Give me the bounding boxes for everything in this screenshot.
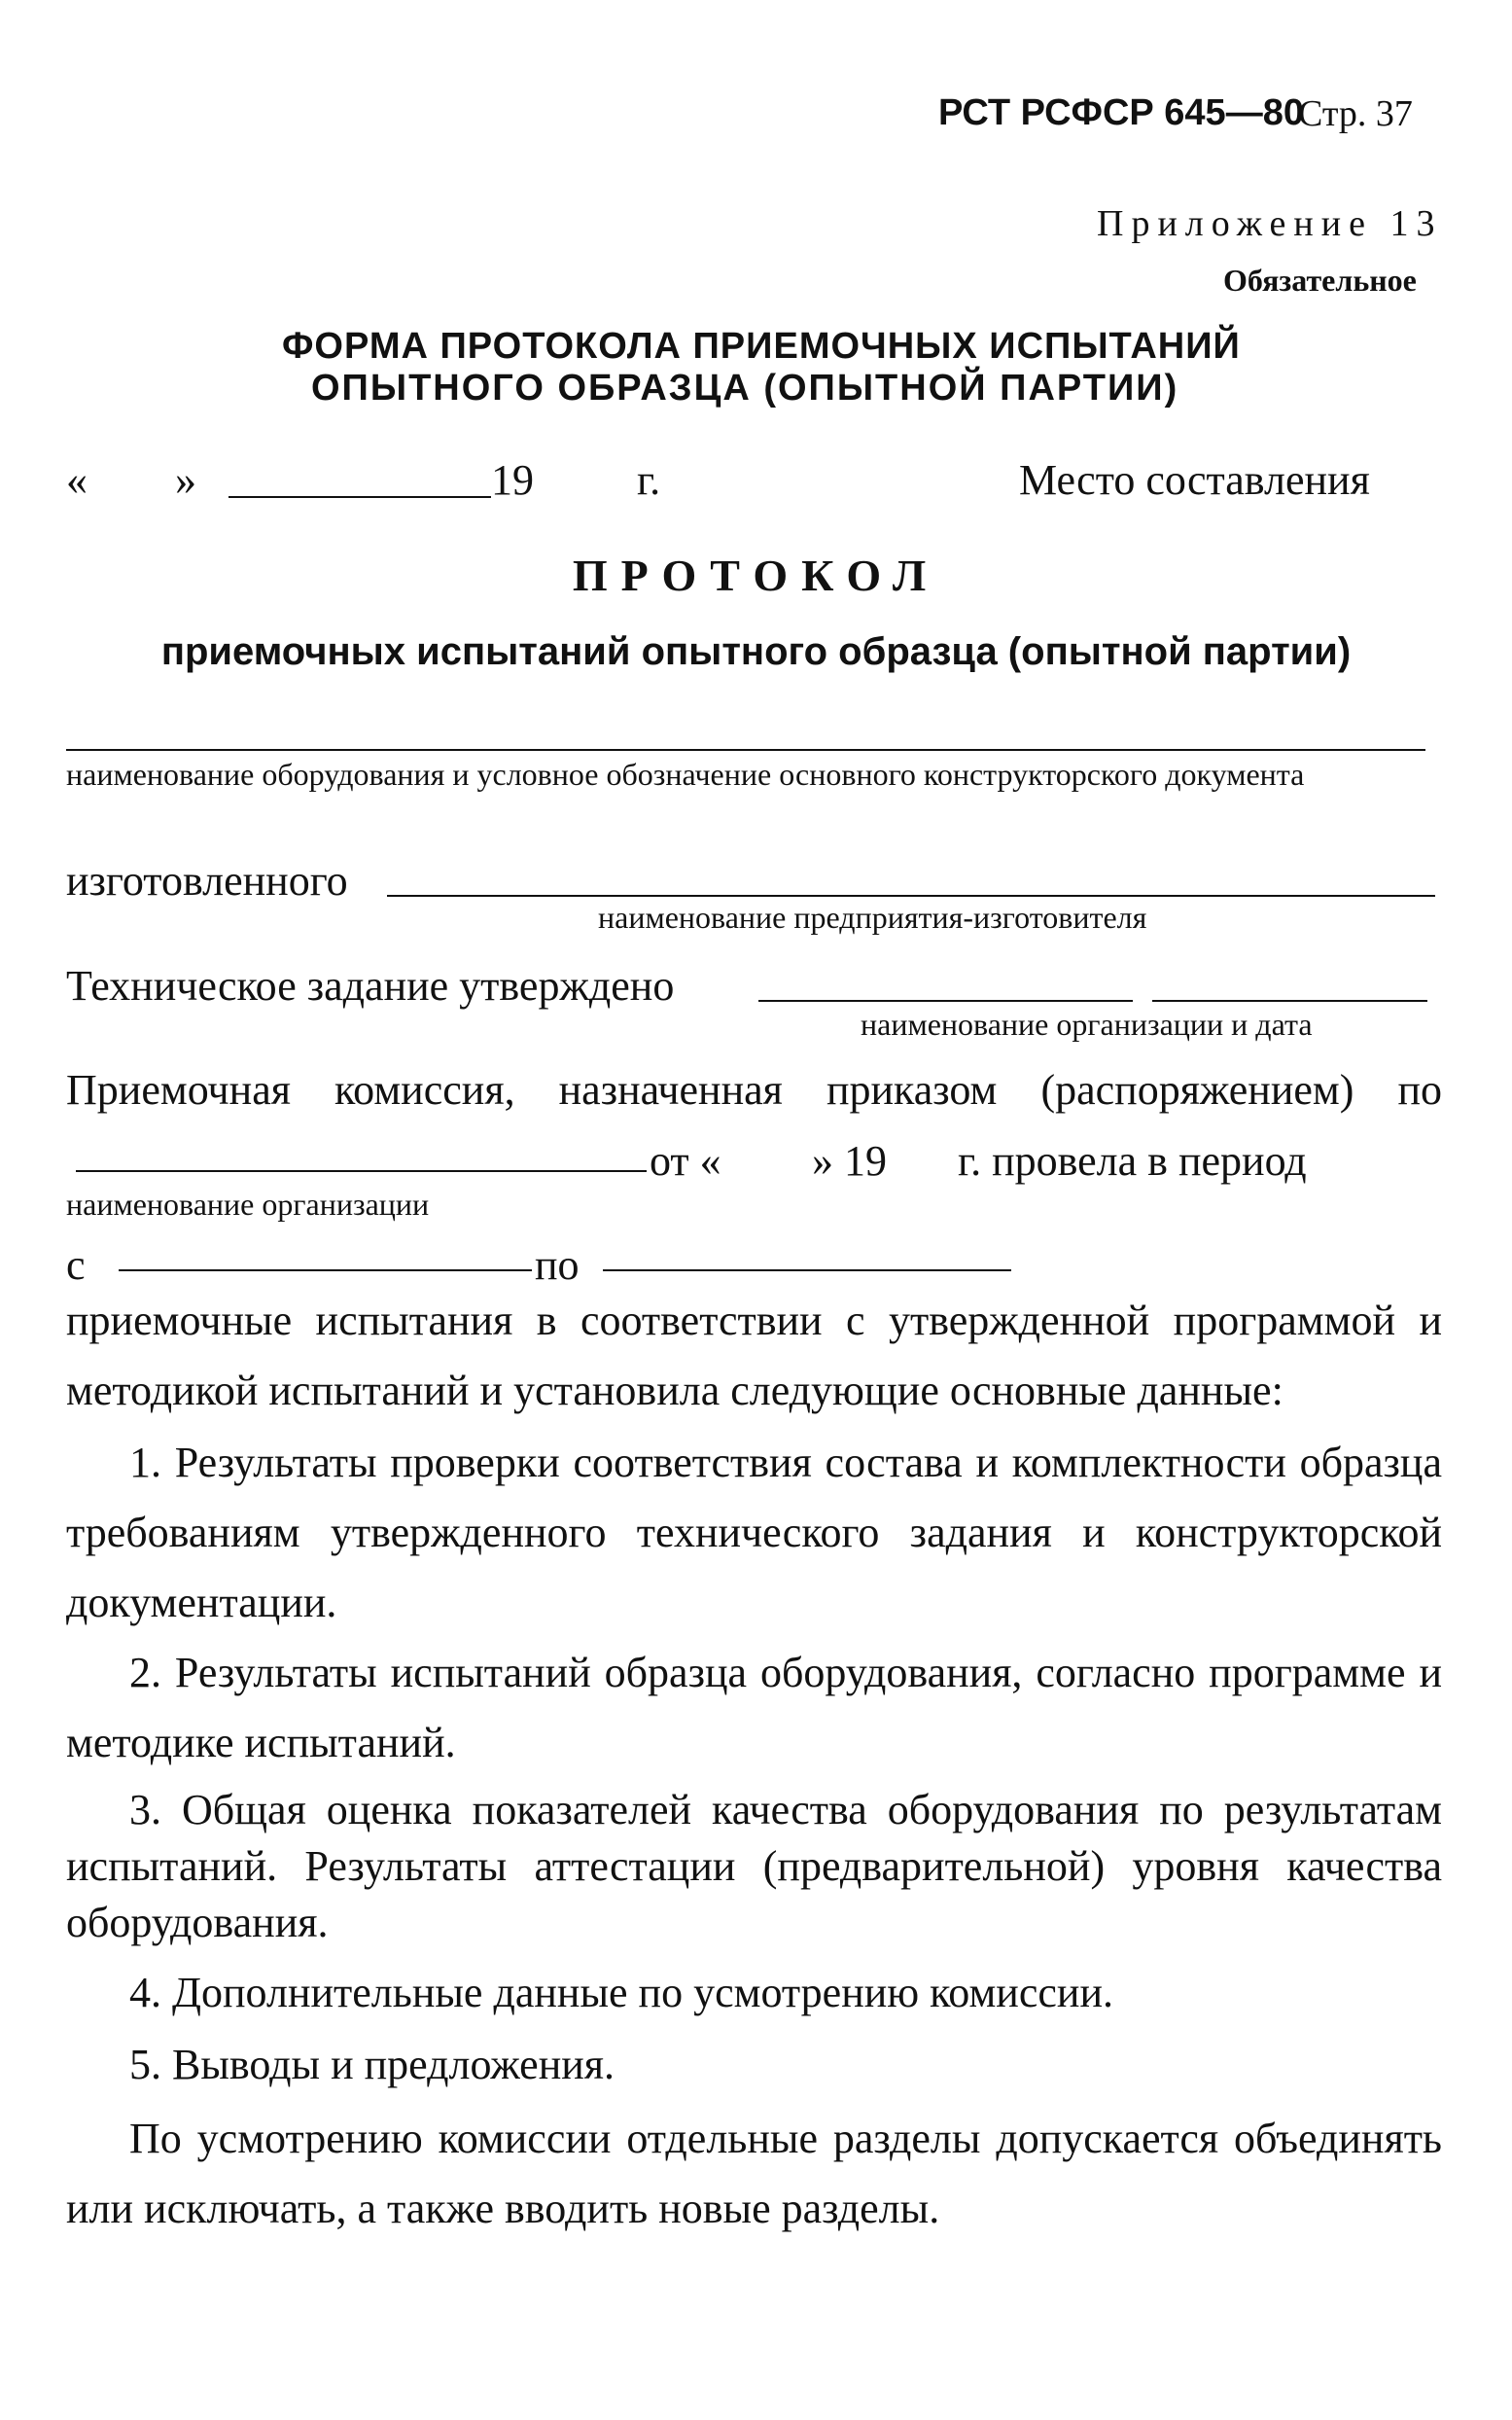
period-from-label: с (66, 1241, 86, 1289)
form-title-line2: ОПЫТНОГО ОБРАЗЦА (ОПЫТНОЙ ПАРТИИ) (311, 368, 1179, 409)
item-1: 1. Результаты проверки соответствия состава и комплектности образца требованиям утвержденного технического задания и конструкторской документации. (66, 1439, 1442, 1626)
standard-number: РСТ РСФСР 645—80 (938, 92, 1304, 133)
date-year-suffix: г. (637, 456, 661, 504)
place-label: Место составления (1019, 456, 1370, 504)
equipment-name-blank[interactable] (66, 749, 1425, 751)
period-to-blank[interactable] (603, 1269, 1011, 1271)
manufacturer-blank[interactable] (387, 895, 1435, 897)
item-3: 3. Общая оценка показателей качества оборудования по результатам испытаний. Результаты аттестации (предварительной) уровня качества оборудования. (66, 1786, 1442, 1946)
date-open-quote: « (66, 456, 88, 504)
status-label: Обязательное (1223, 263, 1417, 298)
org-caption: наименование организации (66, 1187, 430, 1222)
protocol-title: ПРОТОКОЛ (572, 551, 940, 600)
item-2: 2. Результаты испытаний образца оборудования, согласно программе и методике испытаний. (66, 1649, 1442, 1766)
manufacturer-caption: наименование предприятия-изготовителя (598, 900, 1147, 935)
appendix-label: Приложение 13 (1097, 203, 1443, 244)
spec-org-blank[interactable] (758, 1000, 1133, 1002)
date-year: 19 (491, 456, 534, 504)
form-title-line1: ФОРМА ПРОТОКОЛА ПРИЕМОЧНЫХ ИСПЫТАНИЙ (282, 326, 1241, 367)
equipment-caption: наименование оборудования и условное обозначение основного конструкторского документа (66, 757, 1305, 792)
period-from-blank[interactable] (119, 1269, 532, 1271)
order-period-label: г. провела в период (958, 1137, 1307, 1185)
spec-caption: наименование организации и дата (861, 1007, 1313, 1042)
commission-text: Приемочная комиссия, назначенная приказом (распоряжением) по (66, 1066, 1442, 1114)
item-5: 5. Выводы и предложения. (129, 2041, 615, 2088)
spec-label: Техническое задание утверждено (66, 962, 675, 1010)
order-from-label: от « (650, 1137, 721, 1185)
page-number: Стр. 37 (1298, 93, 1413, 134)
manufactured-label: изготовленного (66, 857, 348, 905)
period-to-label: по (535, 1241, 580, 1289)
spec-date-blank[interactable] (1152, 1000, 1427, 1002)
protocol-subtitle: приемочных испытаний опытного образца (опытной партии) (160, 630, 1352, 673)
date-close-quote: » (175, 456, 196, 504)
order-org-blank[interactable] (76, 1170, 647, 1172)
closing-note: По усмотрению комиссии отдельные разделы допускается объединять или исключать, а также вводить новые разделы. (66, 2115, 1442, 2232)
date-month-blank[interactable] (229, 496, 491, 498)
item-4: 4. Дополнительные данные по усмотрению комиссии. (129, 1969, 1113, 2016)
order-year-label: » 19 (812, 1137, 887, 1185)
intro-paragraph: приемочные испытания в соответствии с утвержденной программой и методикой испытаний и установила следующие основные данные: (66, 1297, 1442, 1414)
